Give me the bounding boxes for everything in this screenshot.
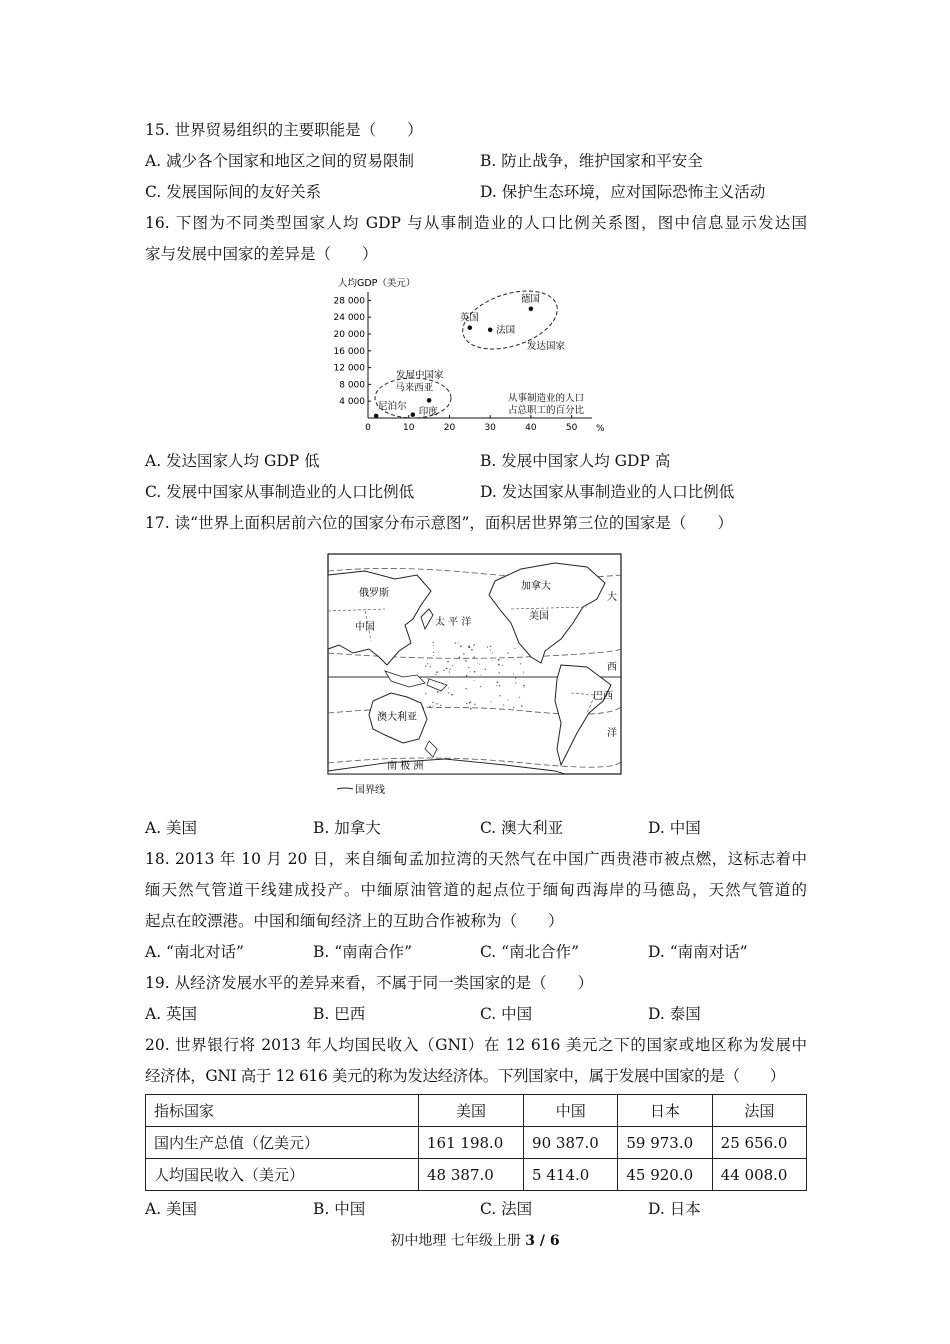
island-dot bbox=[436, 703, 437, 704]
q18-option-b: B. “南南合作” bbox=[313, 943, 413, 961]
y-tick-label: 4 000 bbox=[339, 397, 365, 408]
chart-y-label: 人均GDP（美元） bbox=[338, 278, 416, 289]
island-dot bbox=[473, 656, 474, 657]
island-dot bbox=[508, 700, 509, 701]
gdp-scatter-chart bbox=[330, 274, 620, 436]
island-dot bbox=[427, 678, 428, 679]
map-label-atlantic-1: 大 bbox=[607, 592, 617, 603]
island-dot bbox=[468, 645, 470, 647]
island-dot bbox=[425, 666, 426, 667]
table-cell: 161 198.0 bbox=[419, 1127, 524, 1159]
scatter-point bbox=[427, 398, 432, 403]
q20-option-c: C. 法国 bbox=[480, 1200, 533, 1218]
island-dot bbox=[427, 663, 428, 664]
map-label-atlantic-3: 洋 bbox=[607, 728, 617, 739]
island-dot bbox=[499, 672, 500, 673]
island-dot bbox=[496, 685, 497, 686]
island-dot bbox=[497, 681, 499, 683]
island-dot bbox=[487, 646, 488, 647]
scatter-point-label: 尼泊尔 bbox=[378, 400, 407, 412]
table-header-cell: 法国 bbox=[712, 1095, 806, 1127]
q20-stem-line2: 经济体，GNI 高于 12 616 美元的称为发达经济体。下列国家中，属于发展中国家的是（ ） bbox=[145, 1067, 785, 1085]
map-label-atlantic-2: 西 bbox=[607, 662, 617, 673]
scatter-point-label: 法国 bbox=[496, 324, 516, 336]
table-row bbox=[146, 1127, 807, 1159]
world-area-map bbox=[325, 553, 625, 798]
island-dot bbox=[513, 673, 514, 674]
q19-option-b: B. 巴西 bbox=[313, 1005, 366, 1023]
island-dot bbox=[521, 705, 523, 707]
island-dot bbox=[498, 659, 500, 661]
island-dot bbox=[498, 664, 500, 666]
island-dot bbox=[515, 677, 516, 678]
q16-option-d: D. 发达国家从事制造业的人口比例低 bbox=[480, 483, 735, 501]
island-dot bbox=[466, 675, 468, 677]
y-tick-label: 8 000 bbox=[339, 380, 365, 391]
island-dot bbox=[440, 705, 441, 706]
island-dot bbox=[519, 697, 520, 698]
island-dot bbox=[520, 677, 521, 678]
island-dot bbox=[460, 646, 462, 648]
map-label-pacific: 太 平 洋 bbox=[435, 617, 472, 628]
scatter-point bbox=[529, 307, 534, 312]
island-dot bbox=[440, 690, 442, 692]
island-dot bbox=[485, 668, 487, 670]
island-dot bbox=[463, 653, 464, 654]
table-cell: 59 973.0 bbox=[618, 1127, 712, 1159]
table-header-cell: 日本 bbox=[618, 1095, 712, 1127]
island-dot bbox=[449, 668, 450, 669]
scatter-point-label: 马来西亚 bbox=[395, 382, 434, 394]
island-dot bbox=[433, 645, 434, 646]
table-cell: 90 387.0 bbox=[524, 1127, 618, 1159]
island-dot bbox=[458, 642, 459, 643]
island-dot bbox=[507, 653, 508, 654]
q16-option-c: C. 发展中国家从事制造业的人口比例低 bbox=[145, 483, 415, 501]
island-dot bbox=[490, 646, 491, 647]
island-dot bbox=[443, 670, 444, 671]
gni-table bbox=[145, 1094, 807, 1191]
page-footer bbox=[0, 1230, 950, 1250]
island-dot bbox=[451, 694, 453, 696]
q17-stem: 17. 读“世界上面积居前六位的国家分布示意图”，面积居世界第三位的国家是（ ） bbox=[145, 514, 733, 532]
island-dot bbox=[515, 682, 516, 683]
island-dot bbox=[449, 671, 450, 672]
x-tick-label: 0 bbox=[365, 423, 371, 433]
island-dot bbox=[514, 659, 515, 660]
table-cell: 25 656.0 bbox=[712, 1127, 806, 1159]
map-label-antarctica: 南 极 洲 bbox=[387, 761, 424, 772]
q18-stem-line1: 18. 2013 年 10 月 20 日，来自缅甸孟加拉湾的天然气在中国广西贵港市被点燃，这标志着中 bbox=[145, 850, 807, 868]
island-dot bbox=[429, 706, 431, 708]
map-label-russia: 俄罗斯 bbox=[359, 588, 389, 599]
island-dot bbox=[430, 666, 431, 667]
island-dot bbox=[474, 704, 475, 705]
island-dot bbox=[435, 674, 436, 675]
island-dot bbox=[477, 663, 478, 664]
island-dot bbox=[465, 660, 467, 662]
scatter-point bbox=[468, 325, 473, 330]
island-dot bbox=[459, 656, 461, 658]
q19-stem: 19. 从经济发展水平的差异来看，不属于同一类国家的是（ ） bbox=[145, 974, 594, 992]
table-cell: 国内生产总值（亿美元） bbox=[146, 1127, 419, 1159]
scatter-point bbox=[374, 414, 379, 419]
y-tick-label: 20 000 bbox=[333, 330, 365, 340]
island-dot bbox=[448, 692, 449, 693]
map-label-australia: 澳大利亚 bbox=[377, 712, 417, 723]
island-dot bbox=[473, 645, 474, 646]
q17-option-a: A. 美国 bbox=[145, 819, 198, 837]
island-dot bbox=[513, 707, 514, 708]
scatter-point bbox=[411, 412, 416, 417]
island-dot bbox=[432, 705, 433, 706]
table-row bbox=[146, 1159, 807, 1191]
island-dot bbox=[481, 675, 482, 676]
island-dot bbox=[474, 680, 475, 681]
island-dot bbox=[469, 702, 471, 704]
island-dot bbox=[468, 667, 469, 668]
island-dot bbox=[432, 702, 433, 703]
island-dot bbox=[455, 642, 456, 643]
island-dot bbox=[452, 665, 453, 666]
island-dot bbox=[470, 708, 472, 710]
island-dot bbox=[470, 671, 471, 672]
island-dot bbox=[474, 671, 476, 673]
q18-option-a: A. “南北对话” bbox=[145, 943, 244, 961]
island-dot bbox=[433, 652, 434, 653]
developed-group-label: 发达国家 bbox=[527, 341, 566, 352]
table-header-cell: 中国 bbox=[524, 1095, 618, 1127]
table-cell: 45 920.0 bbox=[618, 1159, 712, 1191]
scatter-point-label: 德国 bbox=[520, 293, 540, 305]
island-dot bbox=[524, 687, 525, 688]
scatter-point-label: 印度 bbox=[418, 406, 438, 418]
map-label-brazil: 巴西 bbox=[593, 691, 613, 702]
map-legend-border: 国界线 bbox=[355, 785, 385, 796]
q15-option-a: A. 减少各个国家和地区之间的贸易限制 bbox=[145, 152, 415, 170]
island-dot bbox=[503, 704, 504, 705]
island-dot bbox=[499, 695, 500, 696]
q16-option-b: B. 发展中国家人均 GDP 高 bbox=[480, 452, 671, 470]
island-dot bbox=[480, 686, 481, 687]
island-dot bbox=[466, 703, 467, 704]
y-tick-label: 24 000 bbox=[333, 313, 365, 324]
table-header-cell: 美国 bbox=[419, 1095, 524, 1127]
q16-stem-line1: 16. 下图为不同类型国家人均 GDP 与从事制造业的人口比例关系图，图中信息显示发达国 bbox=[145, 214, 807, 232]
q15-stem: 15. 世界贸易组织的主要职能是（ ） bbox=[145, 121, 423, 139]
island-dot bbox=[490, 701, 491, 702]
q20-stem-line1: 20. 世界银行将 2013 年人均国民收入（GNI）在 12 616 美元之下的国家或地区称为发展中 bbox=[145, 1036, 807, 1054]
island-dot bbox=[514, 648, 515, 649]
island-dot bbox=[492, 660, 493, 661]
island-dot bbox=[502, 665, 503, 666]
island-dot bbox=[490, 650, 491, 651]
island-dot bbox=[492, 652, 493, 653]
island-dot bbox=[437, 691, 439, 693]
table-header-row bbox=[146, 1095, 807, 1127]
island-dot bbox=[465, 688, 466, 689]
island-dot bbox=[425, 693, 426, 694]
island-dot bbox=[433, 642, 434, 643]
q20-option-a: A. 美国 bbox=[145, 1200, 198, 1218]
map-label-usa: 美国 bbox=[529, 611, 549, 622]
q17-option-d: D. 中国 bbox=[648, 819, 701, 837]
island-dot bbox=[436, 671, 438, 673]
island-dot bbox=[433, 655, 434, 656]
x-tick-label: 40 bbox=[525, 423, 537, 433]
footer-text: 初中地理 七年级上册 bbox=[390, 1233, 526, 1249]
island-dot bbox=[523, 685, 525, 687]
table-cell: 人均国民收入（美元） bbox=[146, 1159, 419, 1191]
island-dot bbox=[479, 664, 480, 665]
table-cell: 5 414.0 bbox=[524, 1159, 618, 1191]
island-dot bbox=[471, 649, 473, 651]
chart-x-label-line1: 从事制造业的人口 bbox=[508, 393, 585, 404]
q20-option-b: B. 中国 bbox=[313, 1200, 366, 1218]
island-dot bbox=[447, 661, 449, 663]
q16-option-a: A. 发达国家人均 GDP 低 bbox=[145, 452, 320, 470]
island-dot bbox=[448, 688, 449, 689]
island-dot bbox=[438, 652, 439, 653]
page-number: 3 / 6 bbox=[525, 1233, 560, 1249]
x-tick-label: 30 bbox=[484, 423, 496, 433]
q19-option-d: D. 泰国 bbox=[648, 1005, 701, 1023]
map-label-canada: 加拿大 bbox=[521, 581, 551, 592]
q19-option-c: C. 中国 bbox=[480, 1005, 533, 1023]
q18-stem-line3: 起点在皎漂港。中国和缅甸经济上的互助合作被称为（ ） bbox=[145, 912, 564, 930]
island-dot bbox=[447, 668, 448, 669]
q20-option-d: D. 日本 bbox=[648, 1200, 701, 1218]
q15-option-d: D. 保护生态环境，应对国际恐怖主义活动 bbox=[480, 183, 766, 201]
x-tick-label: 20 bbox=[443, 423, 456, 433]
table-cell: 44 008.0 bbox=[712, 1159, 806, 1191]
scatter-point-label: 英国 bbox=[459, 312, 479, 324]
island-dot bbox=[499, 685, 500, 686]
x-tick-label: 10 bbox=[403, 423, 415, 433]
q19-option-a: A. 英国 bbox=[145, 1005, 198, 1023]
y-tick-label: 12 000 bbox=[333, 363, 365, 374]
q18-stem-line2: 缅天然气管道干线建成投产。中缅原油管道的起点位于缅甸西海岸的马德岛，天然气管道的 bbox=[145, 881, 807, 899]
island-dot bbox=[523, 672, 524, 673]
y-tick-label: 28 000 bbox=[333, 296, 365, 307]
q15-option-b: B. 防止战争，维护国家和平安全 bbox=[480, 152, 703, 170]
developing-group-label: 发展中国家 bbox=[396, 370, 444, 381]
table-cell: 48 387.0 bbox=[419, 1159, 524, 1191]
chart-x-label-line2: 占总职工的百分比 bbox=[508, 405, 585, 416]
q15-option-c: C. 发展国际间的友好关系 bbox=[145, 183, 322, 201]
map-label-china: 中国 bbox=[355, 622, 375, 633]
x-tick-label: 50 bbox=[565, 423, 578, 433]
q17-option-c: C. 澳大利亚 bbox=[480, 819, 564, 837]
table-header-cell: 指标国家 bbox=[146, 1095, 419, 1127]
q16-stem-line2: 家与发展中国家的差异是（ ） bbox=[145, 245, 378, 263]
chart-x-unit: % bbox=[596, 424, 605, 434]
island-dot bbox=[520, 663, 521, 664]
scatter-point bbox=[488, 328, 493, 333]
q17-option-b: B. 加拿大 bbox=[313, 819, 381, 837]
q18-option-c: C. “南北合作” bbox=[480, 943, 580, 961]
q18-option-d: D. “南南对话” bbox=[648, 943, 748, 961]
y-tick-label: 16 000 bbox=[333, 346, 365, 357]
